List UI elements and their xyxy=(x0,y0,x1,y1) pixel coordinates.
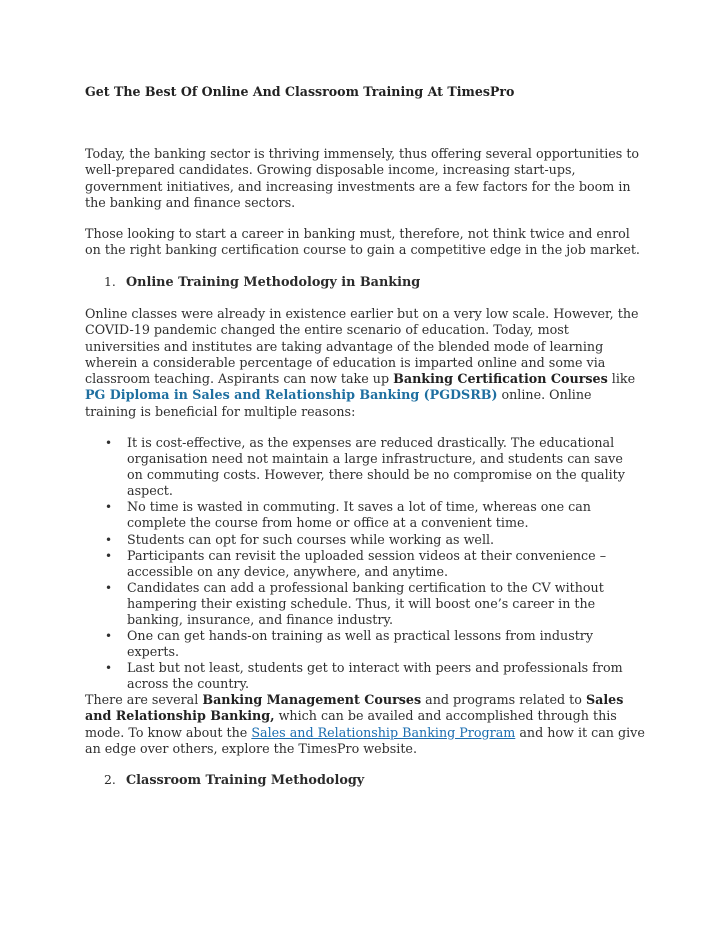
list-item xyxy=(100,435,640,499)
bold-phrase: Banking Management Courses xyxy=(202,692,422,707)
list-item xyxy=(100,580,640,628)
bullet-icon: • xyxy=(105,436,113,450)
benefits-list xyxy=(100,435,640,693)
list-item xyxy=(100,628,640,660)
section-heading-classroom xyxy=(104,772,364,788)
bullet-icon: • xyxy=(105,661,113,676)
section-title: Classroom Training Methodology xyxy=(126,773,365,788)
list-item-text: Candidates can add a professional banking certification to the CV without hampering their existing schedule. Thus, it will boost one’s career in the banking, insurance, and finance industry. xyxy=(127,579,604,628)
text-run: which can be availed and accomplished through this mode. To know about the xyxy=(85,708,617,740)
online-training-paragraph xyxy=(85,306,645,420)
intro-paragraph: Today, the banking sector is thriving immensely, thus offering several opportunities to well-prepared candidates. Growing disposable income, increasing start-ups, government initiatives, and increasing investments are a few factors for the boom in the banking and finance sectors. xyxy=(85,146,640,210)
text-run: and how it can give an edge over others, explore the TimesPro website. xyxy=(85,724,645,756)
section-title: Online Training Methodology in Banking xyxy=(126,275,421,290)
bullet-icon: • xyxy=(105,629,113,644)
list-item xyxy=(100,499,640,531)
bullet-icon: • xyxy=(105,580,113,595)
bullet-icon: • xyxy=(105,500,113,515)
bullet-icon: • xyxy=(105,548,113,563)
list-item-text: No time is wasted in commuting. It saves a lot of time, whereas one can complete the course from home or office at a convenient time. xyxy=(127,499,591,531)
text-run: There are several xyxy=(85,692,203,707)
list-item-text: One can get hands-on training as well as practical lessons from industry experts. xyxy=(127,628,594,660)
section-number: 2. xyxy=(104,772,116,787)
list-item xyxy=(100,660,640,692)
pgdsrb-link[interactable]: PG Diploma in Sales and Relationship Banking (PGDSRB) xyxy=(85,387,498,403)
text-run: Online classes were already in existence earlier but on a very low scale. However, the COVID-19 pandemic changed the entire scenario of education. Today, most universities and institutes are taking advantage of the blended mode of learning wherein a considerable percentage of education is imparted online and some via classroom teaching. Aspirants can now take up xyxy=(85,306,639,387)
closing-paragraph xyxy=(85,692,645,757)
bold-phrase: Banking Certification Courses xyxy=(393,371,608,387)
list-item xyxy=(100,548,640,580)
list-item xyxy=(100,532,640,548)
list-item-text: Participants can revisit the uploaded session videos at their convenience – accessible on any device, anywhere, and anytime. xyxy=(127,547,607,579)
section-heading-online xyxy=(104,274,420,290)
text-run: online. Online training is beneficial for multiple reasons: xyxy=(85,387,592,419)
list-item-text: It is cost-effective, as the expenses are reduced drastically. The educational organisation need not maintain a large infrastructure, and students can save on commuting costs. However, there should be no compromise on the quality aspect. xyxy=(127,435,625,499)
bold-phrase: Sales and Relationship Banking, xyxy=(85,692,624,724)
program-link[interactable]: Sales and Relationship Banking Program xyxy=(251,724,516,740)
text-run: and programs related to xyxy=(421,692,586,707)
document-title: Get The Best Of Online And Classroom Training At TimesPro xyxy=(85,84,515,99)
section-number: 1. xyxy=(104,274,116,289)
list-item-text: Last but not least, students get to interact with peers and professionals from across the country. xyxy=(127,660,623,692)
second-paragraph: Those looking to start a career in banking must, therefore, not think twice and enrol on the right banking certification course to gain a competitive edge in the job market. xyxy=(85,226,640,258)
text-run: like xyxy=(607,371,636,387)
list-item-text: Students can opt for such courses while working as well. xyxy=(127,531,495,547)
bullet-icon: • xyxy=(105,532,113,547)
